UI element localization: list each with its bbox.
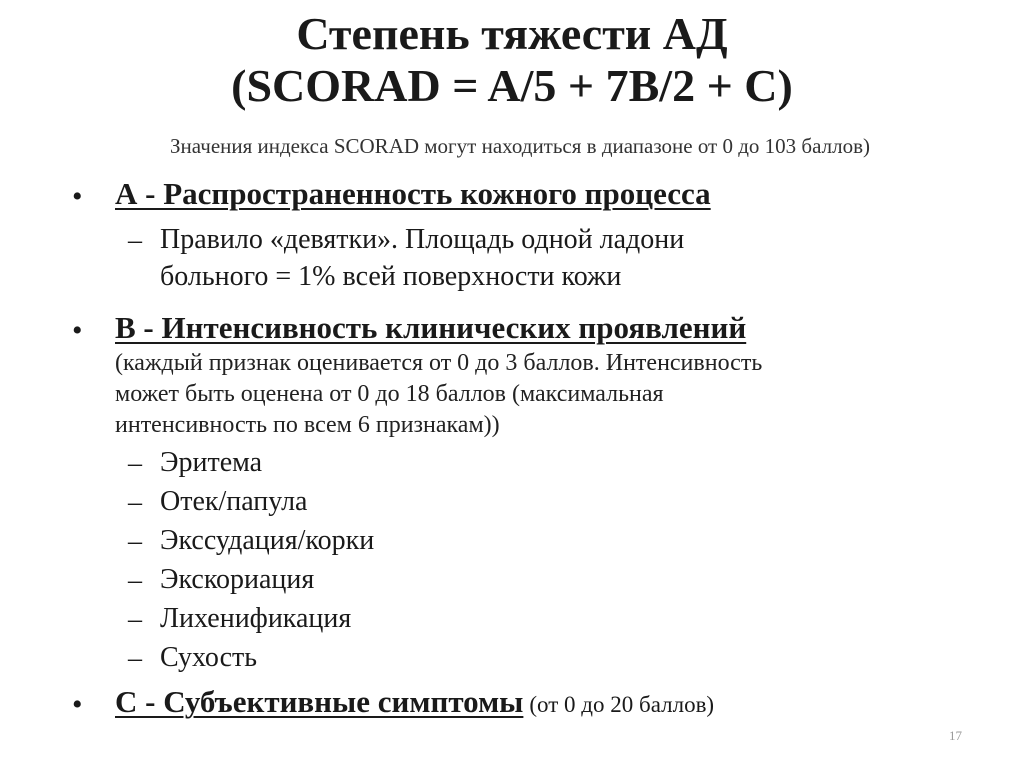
- section-a-dash: [128, 224, 160, 258]
- dash-marker: –: [128, 604, 142, 635]
- page-number: 17: [949, 728, 962, 743]
- section-b-heading: В - Интенсивность клинических проявлений: [115, 310, 747, 345]
- section-b-note-line3: интенсивность по всем 6 признакам)): [115, 412, 500, 438]
- bullet-c-marker: •: [72, 688, 83, 721]
- list-item-dryness: Сухость: [160, 642, 258, 673]
- section-c-heading: С - Субъективные симптомы: [115, 684, 524, 719]
- list-item-dash: [128, 525, 160, 559]
- slide-subtitle: Значения индекса SCORAD могут находиться в диапазоне от 0 до 103 баллов): [170, 134, 870, 158]
- section-a-heading: А - Распространенность кожного процесса: [115, 176, 711, 211]
- dash-marker: –: [128, 487, 142, 518]
- list-item-dash: [128, 642, 160, 676]
- dash-marker: –: [128, 448, 142, 479]
- list-item-erythema: Эритема: [160, 447, 263, 478]
- list-item-dash: [128, 447, 160, 481]
- list-item-dash: [128, 603, 160, 637]
- bullet-b-marker: •: [72, 314, 83, 347]
- section-c-heading-row: [115, 684, 714, 723]
- slide-title-line2: (SCORAD = A/5 + 7B/2 + C): [231, 60, 793, 111]
- section-a-rule-line1: Правило «девятки». Площадь одной ладони: [160, 224, 685, 255]
- section-a-rule-line2: больного = 1% всей поверхности кожи: [160, 261, 622, 292]
- dash-marker: –: [128, 225, 142, 256]
- list-item-dash: [128, 564, 160, 598]
- slide-title-line1: Степень тяжести АД: [296, 8, 728, 59]
- list-item-exudation: Экссудация/корки: [160, 525, 375, 556]
- list-item-edema: Отек/папула: [160, 486, 308, 517]
- section-b-note-line2: может быть оценена от 0 до 18 баллов (максимальная: [115, 381, 664, 407]
- section-b-note-line1: (каждый признак оценивается от 0 до 3 баллов. Интенсивность: [115, 350, 763, 376]
- list-item-dash: [128, 486, 160, 520]
- list-item-excoriation: Экскориация: [160, 564, 315, 595]
- bullet-a-marker: •: [72, 180, 83, 213]
- dash-marker: –: [128, 526, 142, 557]
- section-c-note: (от 0 до 20 баллов): [529, 692, 715, 717]
- dash-marker: –: [128, 643, 142, 674]
- list-item-lichenification: Лихенификация: [160, 603, 352, 634]
- dash-marker: –: [128, 565, 142, 596]
